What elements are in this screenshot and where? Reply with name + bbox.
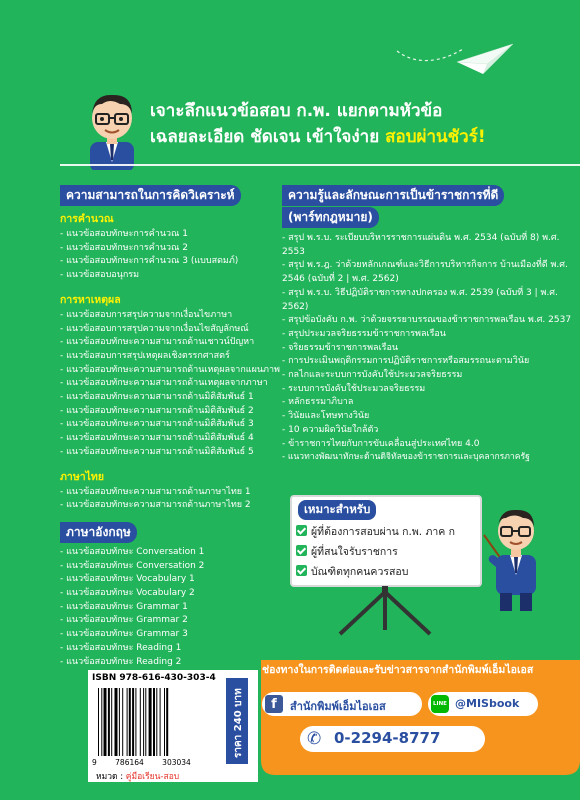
list-item: - กลไกและระบบการบังคับใช้ประมวลจริยธรรม [282, 369, 577, 383]
phone-icon: ✆ [307, 729, 322, 749]
list-item: - ข้าราชการไทยกับการขับเคลื่อนสู่ประเทศไทย 4.0 [282, 438, 577, 452]
barcode-bar [153, 688, 155, 756]
line-icon: LINE [431, 695, 449, 713]
headline-line2-white: เฉลยละเอียด ชัดเจน เข้าใจง่าย [150, 127, 386, 147]
barcode-image [92, 688, 212, 758]
line-label[interactable]: @MISbook [455, 697, 520, 710]
list-item: - สรุปข้อบังคับ ก.พ. ว่าด้วยจรรยาบรรณของข้าราชการพลเรือน พ.ศ. 2537 [282, 314, 577, 328]
group-heading-calculation: การคำนวณ [60, 213, 114, 225]
barcode-bar [140, 688, 141, 756]
section-title-analytical: ความสามารถในการคิดวิเคราะห์ [60, 185, 241, 206]
law-list [282, 232, 577, 465]
board-item-label: บัณฑิตทุกคนควรสอบ [311, 566, 409, 578]
barcode-bar [122, 688, 123, 756]
divider-line [60, 164, 580, 166]
barcode-bar [166, 688, 168, 756]
group-heading-thai: ภาษาไทย [60, 470, 104, 483]
barcode-bar [129, 688, 131, 756]
list-item: - แนวข้อสอบทักษะ Vocabulary 1 [60, 573, 265, 587]
barcode-bar [143, 688, 144, 756]
list-item: - แนวข้อสอบการสรุปความจากเงื่อนไขภาษา [60, 309, 265, 323]
list-item: - แนวข้อสอบการสรุปเหตุผลเชิงตรรกศาสตร์ [60, 350, 265, 364]
list-item: - วินัยและโทษทางวินัย [282, 410, 577, 424]
list-item: - แนวข้อสอบอนุกรม [60, 269, 265, 283]
barcode-bar [104, 688, 107, 756]
check-icon [296, 545, 307, 556]
list-item: - แนวข้อสอบทักษะการคำนวณ 1 [60, 228, 265, 242]
reasoning-list [60, 309, 280, 460]
list-item: - แนวข้อสอบทักษะ Grammar 3 [60, 628, 265, 642]
category-line [96, 769, 179, 783]
headline [150, 98, 580, 150]
list-item: - แนวข้อสอบทักษะความสามารถด้านเหตุผลจากภาษา [60, 377, 265, 391]
list-item: - แนวข้อสอบทักษะ Conversation 2 [60, 560, 265, 574]
barcode-bar [156, 688, 157, 756]
board-item-label: ผู้ที่สนใจรับราชการ [311, 546, 398, 558]
list-item: - แนวข้อสอบทักษะการคำนวณ 3 (แบบสดมภ์) [60, 255, 265, 269]
list-item: - แนวข้อสอบทักษะความสามารถด้านมิติสัมพันธ์ 1 [60, 391, 265, 405]
list-item: - แนวข้อสอบทักษะ Grammar 1 [60, 601, 265, 615]
list-item: - สรุปประมวลจริยธรรมข้าราชการพลเรือน [282, 328, 577, 342]
list-item: - แนวข้อสอบทักษะความสามารถด้านเหตุผลจากแผนภาพ [60, 364, 265, 378]
category-label: หมวด : [96, 772, 126, 782]
barcode-digits: 9 786164 303034 [92, 758, 191, 767]
category-value: คู่มือเรียน-สอบ [125, 772, 180, 782]
barcode-bar [108, 688, 110, 756]
board-item-label: ผู้ที่ต้องการสอบผ่าน ก.พ. ภาค ก [311, 526, 455, 538]
list-item: - แนวข้อสอบทักษะ Reading 2 [60, 656, 265, 670]
list-item: - แนวข้อสอบทักษะความสามารถด้านภาษาไทย 1 [60, 486, 265, 500]
board-item [296, 562, 455, 582]
barcode-bar [132, 688, 134, 756]
barcode-bar [101, 688, 102, 756]
contact-title: ช่องทางในการติดต่อและรับข่าวสารจากสำนักพิมพ์เอ็มไอเอส [262, 664, 534, 676]
list-item: - แนวข้อสอบทักษะการคำนวณ 2 [60, 242, 265, 256]
barcode-bar [149, 688, 152, 756]
list-item: - สรุป พ.ร.บ. วิธีปฏิบัติราชการทางปกครอง พ.ศ. 2539 (ฉบับที่ 3 | พ.ศ. 2562) [282, 287, 577, 314]
barcode-bar [111, 688, 112, 756]
barcode-bar [145, 688, 146, 756]
barcode-bar [160, 688, 161, 756]
barcode-bar [119, 688, 120, 756]
barcode-bar [135, 688, 136, 756]
barcode-bar [98, 688, 99, 756]
isbn-text: ISBN 978-616-430-303-4 [92, 673, 216, 683]
barcode-bar [115, 688, 118, 756]
facebook-icon: f [265, 695, 283, 713]
list-item: - สรุป พ.ร.บ. ระเบียบบริหารราชการแผ่นดิน พ.ศ. 2534 (ฉบับที่ 8) พ.ศ. 2553 [282, 232, 577, 259]
list-item: - หลักธรรมาภิบาล [282, 396, 577, 410]
board-item [296, 522, 455, 542]
section-title-english: ภาษาอังกฤษ [60, 522, 137, 543]
group-heading-reasoning: การหาเหตุผล [60, 293, 121, 306]
board-item [296, 542, 455, 562]
board-stand-icon [300, 586, 470, 636]
list-item: - แนวข้อสอบการสรุปความจากเงื่อนไขสัญลักษณ์ [60, 323, 265, 337]
list-item: - แนวข้อสอบทักษะความสามารถด้านมิติสัมพันธ์ 3 [60, 418, 265, 432]
board-title: เหมาะสำหรับ [298, 500, 376, 520]
phone-number[interactable]: 0-2294-8777 [334, 729, 441, 747]
list-item: - สรุป พ.ร.ฎ. ว่าด้วยหลักเกณฑ์และวิธีการบริหารกิจการ บ้านเมืองที่ดี พ.ศ. 2546 (ฉบับที่ 2 | พ.ศ. 2562) [282, 259, 577, 286]
board-items [296, 522, 455, 582]
section-title-law-part: (พาร์ทกฎหมาย) [282, 207, 379, 228]
left-column [60, 184, 280, 669]
list-item: - แนวข้อสอบทักษะความสามารถด้านมิติสัมพันธ์ 4 [60, 432, 265, 446]
section-title-civil-servant: ความรู้และลักษณะการเป็นข้าราชการที่ดี [282, 185, 504, 206]
thai-list [60, 486, 265, 513]
list-item: - แนวข้อสอบทักษะ Grammar 2 [60, 614, 265, 628]
list-item: - แนวข้อสอบทักษะ Vocabulary 2 [60, 587, 265, 601]
english-list [60, 546, 265, 669]
list-item: - แนวข้อสอบทักษะ Conversation 1 [60, 546, 265, 560]
svg-text:ราคา 240 บาท: ราคา 240 บาท [233, 688, 244, 758]
headline-line2 [150, 124, 580, 150]
businessman-pointer-illustration [478, 505, 548, 615]
list-item: - จริยธรรมข้าราชการพลเรือน [282, 342, 577, 356]
list-item: - การประเมินพฤติกรรมการปฏิบัติราชการหรือสมรรถนะตามวินัย [282, 355, 577, 369]
paper-plane-icon [455, 40, 515, 80]
businessman-illustration [80, 90, 144, 170]
list-item: - แนวทางพัฒนาทักษะด้านดิจิทัลของข้าราชการและบุคลากรภาครัฐ [282, 451, 577, 465]
list-item: - 10 ความผิดวินัยใกล้ตัว [282, 424, 577, 438]
list-item: - แนวข้อสอบทักษะความสามารถด้านภาษาไทย 2 [60, 499, 265, 513]
list-item: - ระบบการบังคับใช้ประมวลจริยธรรม [282, 383, 577, 397]
headline-line1: เจาะลึกแนวข้อสอบ ก.พ. แยกตามหัวข้อ [150, 101, 443, 121]
check-icon [296, 525, 307, 536]
right-column [282, 184, 577, 465]
barcode-bar [127, 688, 128, 756]
headline-line2-yellow: สอบผ่านชัวร์! [385, 127, 486, 147]
list-item: - แนวข้อสอบทักษะความสามารถด้านมิติสัมพันธ์ 2 [60, 405, 265, 419]
list-item: - แนวข้อสอบทักษะความสามารถด้านเชาวน์ปัญหา [60, 336, 265, 350]
facebook-label[interactable]: สำนักพิมพ์เอ็มไอเอส [290, 700, 386, 713]
price-tag [222, 676, 252, 766]
list-item: - แนวข้อสอบทักษะความสามารถด้านมิติสัมพันธ์ 5 [60, 446, 265, 460]
calculation-list [60, 228, 265, 283]
check-icon [296, 565, 307, 576]
list-item: - แนวข้อสอบทักษะ Reading 1 [60, 642, 265, 656]
barcode-bar [164, 688, 165, 756]
